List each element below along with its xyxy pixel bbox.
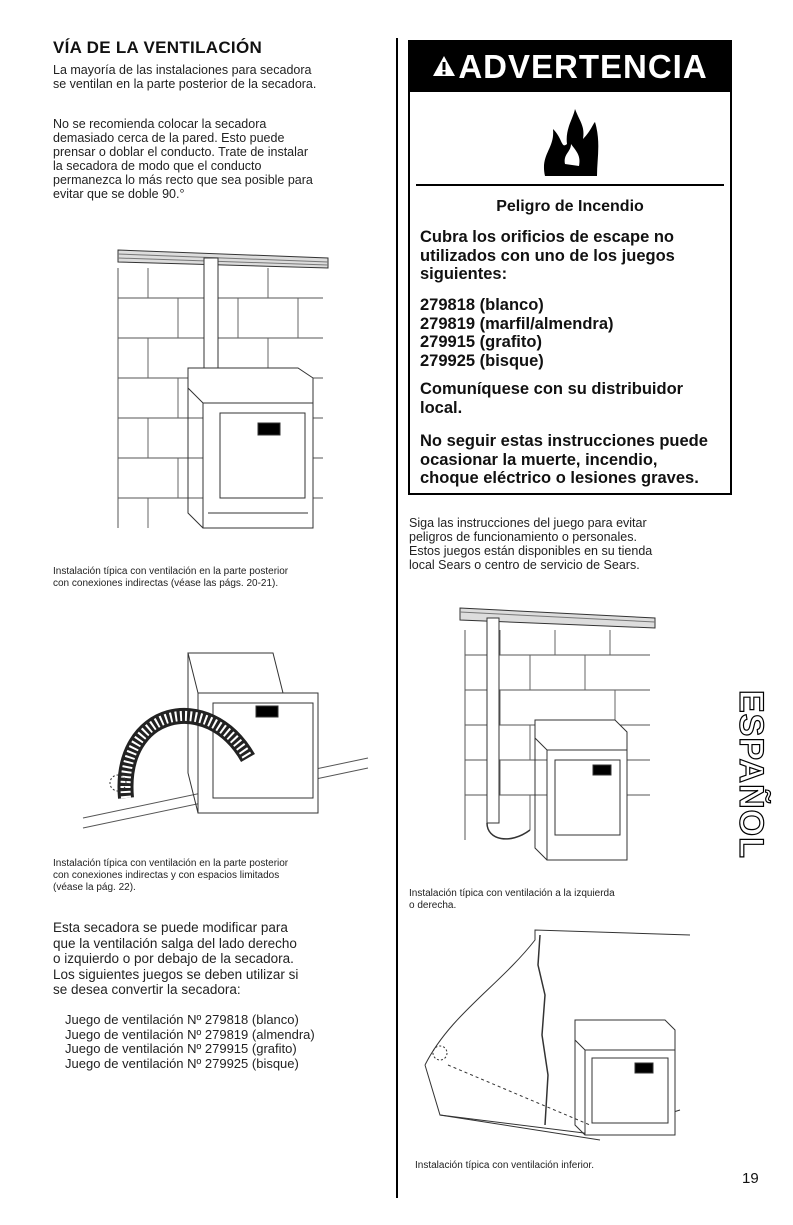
- page-number: 19: [742, 1170, 759, 1187]
- paragraph-placement: No se recomienda colocar la secadora demasiado cerca de la pared. Esto puede prensar o doblar el conducto. Trate de instalar la secadora de modo que el conducto permanezca lo más recto que sea posible para evitar que se doble 90.°: [53, 117, 313, 201]
- illustration-bottom-vent: [420, 925, 700, 1150]
- list-item: Juego de ventilación Nº 279915 (grafito): [65, 1041, 297, 1056]
- list-item: 279915 (grafito): [420, 333, 542, 351]
- fire-icon: [535, 104, 605, 179]
- warning-intro: Cubra los orificios de escape no utilizados con uno de los juegos siguientes:: [420, 228, 675, 283]
- list-item: 279819 (marfil/almendra): [420, 314, 614, 333]
- warning-divider: [416, 184, 724, 186]
- list-item: 279818 (blanco): [420, 296, 544, 314]
- warning-danger: No seguir estas instrucciones puede ocasionar la muerte, incendio, choque eléctrico o lesiones graves.: [420, 432, 708, 487]
- section-heading: VÍA DE LA VENTILACIÓN: [53, 38, 263, 57]
- paragraph-conversion: Esta secadora se puede modificar para que la ventilación salga del lado derecho o izquierdo o por debajo de la secadora. Los siguientes juegos se deben utilizar si se desea convertir la secadora:: [53, 920, 299, 997]
- warning-contact: Comuníquese con su distribuidor local.: [420, 380, 684, 417]
- warning-kit-list: [420, 296, 725, 370]
- paragraph-intro: La mayoría de las instalaciones para secadora se ventilan en la parte posterior de la secadora.: [53, 63, 317, 91]
- list-item: Juego de ventilación Nº 279818 (blanco): [65, 1012, 299, 1027]
- language-tab: [730, 690, 770, 890]
- warning-banner: ADVERTENCIA: [410, 42, 730, 92]
- paragraph-kit-instructions: Siga las instrucciones del juego para evitar peligros de funcionamiento o personales. Estos juegos están disponibles en su tienda local Sears o centro de servicio de Sears.: [409, 516, 653, 572]
- warning-triangle-icon: [432, 48, 456, 86]
- caption-rear-vent: Instalación típica con ventilación en la parte posterior con conexiones indirectas (véase las págs. 20-21).: [53, 566, 289, 589]
- caption-limited-space: Instalación típica con ventilación en la parte posterior con conexiones indirectas y con espacios limitados (véase la pág. 22).: [53, 858, 289, 893]
- column-divider: [396, 38, 398, 1198]
- warning-title: Peligro de Incendio: [496, 198, 644, 215]
- vent-kit-list: [65, 1013, 315, 1071]
- illustration-rear-vent: [108, 228, 338, 538]
- illustration-side-vent: [455, 590, 660, 875]
- list-item: Juego de ventilación Nº 279819 (almendra): [65, 1026, 315, 1042]
- illustration-limited-space: [78, 648, 378, 848]
- caption-bottom-vent: Instalación típica con ventilación inferior.: [415, 1160, 594, 1171]
- list-item: 279925 (bisque): [420, 351, 544, 370]
- caption-side-vent: Instalación típica con ventilación a la izquierda o derecha.: [409, 888, 615, 911]
- language-tab-label: ESPAÑOL: [732, 690, 770, 859]
- list-item: Juego de ventilación Nº 279925 (bisque): [65, 1055, 299, 1071]
- warning-box: [408, 40, 732, 495]
